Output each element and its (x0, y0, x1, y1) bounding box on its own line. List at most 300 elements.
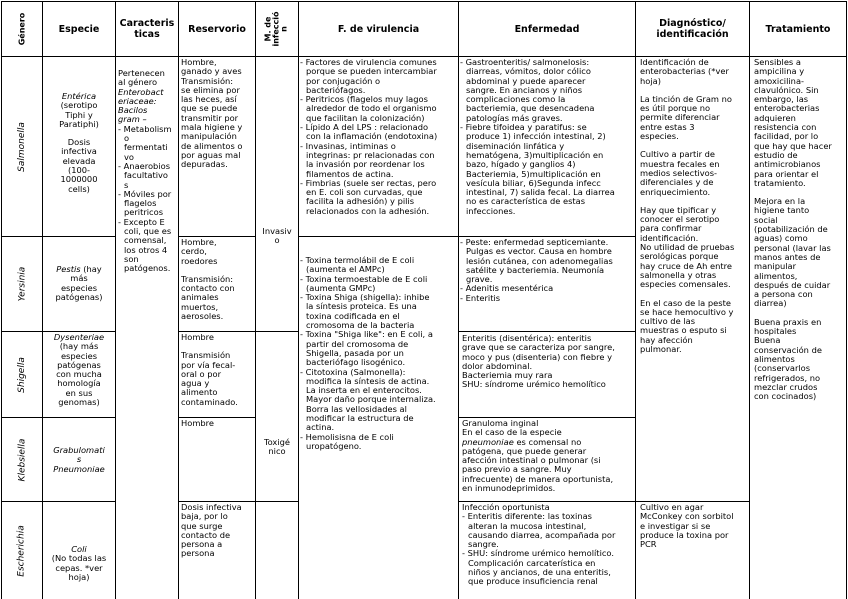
text-line: cepas. *ver (55, 562, 103, 573)
text-line: Pestis (56, 265, 81, 274)
text-line: que se puede (181, 103, 238, 114)
text-line: es comensal no (513, 436, 582, 447)
text-line: Bacteriemia, 5)multiplicación en (466, 168, 601, 179)
text-line: uropatógeno. (306, 440, 362, 451)
text-line: que facilitan la colonización) (306, 112, 425, 123)
text-line: o (124, 133, 130, 144)
col-line (458, 1, 459, 599)
text-line: por aguas mal (181, 149, 241, 160)
text-line: - Fimbrias (suele ser rectas, pero (300, 177, 437, 188)
species-klebsiella (44, 446, 114, 474)
text-line: especies. (640, 131, 679, 142)
text-line: - Peste: enfermedad septicemiante. (460, 238, 609, 247)
text-line: la síntesis proteica. Es una (306, 301, 417, 312)
col-line (255, 1, 256, 599)
text-line: sangre. En ancianos y niños (466, 84, 583, 95)
text-line: F. de virulencia (337, 23, 420, 35)
text-line: patógenas (57, 359, 101, 370)
text-line: aerosoles. (181, 311, 224, 322)
text-line: enterobacterias (754, 103, 820, 114)
header-diagnostico (636, 2, 749, 56)
text-line: Pulgas es vector. Causa en hombre (466, 246, 612, 257)
text-line: Hombre (181, 419, 214, 428)
text-line: hay afección (640, 334, 693, 345)
text-line: por conjugación o (306, 75, 381, 86)
text-line: nico (268, 446, 286, 457)
text-line: especies (60, 282, 98, 293)
text-line: paso previo a sangre. Muy (462, 464, 572, 475)
text-line: después de cuidar (754, 279, 831, 290)
text-line: diarrea) (754, 298, 787, 309)
border-right (846, 1, 847, 599)
text-line: Transmisión: (181, 273, 234, 284)
diagnostico-ecoli (640, 503, 749, 549)
text-line: baja, por lo (181, 511, 228, 522)
text-line: La tinción de Gram no (640, 93, 732, 104)
header-especie (43, 2, 115, 56)
text-line: cromosoma de la bacteria (306, 320, 415, 331)
text-line: especies comensales. (640, 279, 731, 290)
text-line: bacteriófago lisogénico. (306, 357, 406, 368)
text-line: integrinas: pr relacionadas con (306, 149, 435, 160)
text-line: conocer el serotipo (640, 214, 720, 225)
text-line: Transmisión: (181, 75, 234, 86)
text-line: depuradas. (181, 159, 228, 170)
text-line: produce 1) infección intestinal, 2) (466, 131, 606, 142)
text-line: - Móviles por (118, 188, 172, 199)
text-line: pneumoniae (462, 436, 514, 447)
text-line: patógena, que puede generar (462, 445, 587, 456)
text-line: contacto con (181, 283, 235, 294)
text-line: Yersinia (17, 266, 27, 302)
text-line: hoja) (640, 75, 661, 86)
header-enfermedad (459, 2, 635, 56)
text-line: embargo, las (754, 94, 809, 105)
text-line: muertos, (181, 301, 219, 312)
text-line: cells) (68, 183, 90, 194)
text-line: alimentos (754, 353, 795, 364)
reservorio-escherichia (181, 503, 255, 559)
species-yersinia (44, 265, 114, 302)
virulencia-invasivos (300, 58, 458, 216)
text-line: grave. (466, 274, 493, 285)
text-line: amoxicilina- (754, 75, 805, 86)
text-line: los otros 4 (124, 244, 168, 255)
text-line: persona a (181, 539, 223, 550)
text-line: eriaceae: (118, 95, 157, 106)
text-line: Shigella (17, 356, 27, 393)
text-line: roedores (181, 255, 218, 266)
header-virulencia (299, 2, 458, 56)
text-line: (100- (67, 165, 91, 176)
col-line (749, 1, 750, 599)
col-line (115, 1, 116, 599)
text-line: Enterobact (118, 86, 164, 97)
text-line: aguas) como (754, 233, 808, 244)
text-line: complicaciones como la (466, 94, 566, 105)
text-line: abdominal y puede aparecer (466, 75, 586, 86)
enfermedad-klebsiella (462, 419, 635, 493)
reservorio-shigella (181, 333, 255, 407)
text-line: facultativo (124, 170, 169, 181)
text-line: para orientar el (754, 168, 819, 179)
text-line: diarreas, vómitos, dolor cólico (466, 66, 591, 77)
text-line: - Adenitis mesentérica (460, 283, 554, 294)
col-line (298, 1, 299, 599)
text-line: bacteriemia, que desencadena (466, 103, 595, 114)
text-line: (potabilización de (754, 224, 828, 235)
text-line: - Anaerobios (118, 160, 171, 171)
genus-shigella (2, 332, 42, 417)
text-line: serológicas porque (640, 251, 719, 262)
text-line: por vía fecal- (181, 359, 236, 370)
text-line: (aumenta GMPc) (306, 282, 376, 293)
text-line: hematógena, 3)multiplicación en (466, 149, 604, 160)
text-line: - Enteritis diferente: las toxinas (462, 511, 593, 522)
text-line: manipular (754, 261, 797, 272)
reservorio-klebsiella (181, 419, 255, 428)
row-rule (458, 236, 635, 237)
enfermedad-yersinia (460, 238, 635, 303)
text-line: para confirmar (640, 223, 702, 234)
text-line: conservación de (754, 344, 822, 355)
genus-yersinia (2, 237, 42, 331)
caracteristicas-text (118, 69, 178, 274)
text-line: Dysenteriae (53, 333, 105, 342)
row-rule (178, 236, 255, 237)
text-line: muestra fecales en (640, 158, 720, 169)
text-line: n (279, 26, 289, 32)
text-line: patógenas) (55, 291, 103, 302)
species-escherichia (44, 545, 114, 582)
text-line: entre estas 3 (640, 121, 695, 132)
row-rule (458, 331, 635, 332)
text-line: que hay que hacer (754, 140, 832, 151)
text-line: Buena praxis en (754, 316, 822, 327)
text-line: facilita la adhesión) y pilis (306, 196, 415, 207)
text-line: Caracteris (119, 18, 175, 29)
text-line: Buena (754, 335, 781, 346)
text-line: Pneumoniae (53, 463, 105, 474)
text-line: satélite y bacteriemia. Neumonía (466, 264, 605, 275)
text-line: Hombre, (181, 58, 217, 67)
text-line: manos antes de (754, 251, 821, 262)
text-line: porque se pueden intercambiar (306, 66, 437, 77)
text-line: medios selectivos- (640, 167, 718, 178)
text-line: de alimentos o (181, 140, 243, 151)
text-line: facilidad, por lo (754, 131, 819, 142)
text-line: diferenciales y de (640, 177, 714, 188)
text-line: resistencia con (754, 122, 817, 133)
text-line: alimentos, (754, 270, 798, 281)
text-line: M. de (263, 16, 273, 42)
text-line: elevada (62, 155, 96, 166)
header-caracteristicas (116, 2, 178, 56)
text-line: afección intestinal o pulmonar (si (462, 455, 601, 466)
text-line: mala higiene y (181, 122, 243, 133)
species-salmonella (44, 92, 114, 194)
text-line: Invasiv (262, 227, 292, 236)
text-line: la invasión por reordenar los (306, 159, 425, 170)
text-line: relacionados con la adhesión. (306, 205, 430, 216)
text-line: muestras o esputo si (640, 325, 727, 336)
text-line: Identificación de (640, 58, 709, 67)
virulencia-rule (298, 236, 458, 237)
text-line: con mucha (56, 369, 102, 380)
text-line: Dosis infectiva (181, 503, 242, 512)
text-line: sangre. (468, 539, 499, 550)
text-line: - Toxina Shiga (shigella): inhibe (300, 292, 430, 303)
text-line: las heces, así (181, 94, 237, 105)
text-line: Hombre, (181, 238, 217, 247)
text-line: homología (57, 378, 101, 389)
text-line: - Enteritis (460, 292, 501, 303)
text-line: s (124, 179, 129, 190)
text-line: Borra las vellosidades al (306, 403, 407, 414)
col-line (42, 1, 43, 599)
text-line: Grabulomati (53, 446, 105, 455)
text-line: Especie (58, 23, 100, 35)
text-line: son (124, 253, 139, 264)
text-line: clavulónico. Sin (754, 84, 819, 95)
species-shigella (44, 333, 114, 407)
mecanismo-toxigenico (256, 438, 298, 457)
text-line: Cultivo a partir de (640, 149, 716, 160)
text-line: Paratiphi) (59, 118, 99, 129)
text-line: manipulación (181, 131, 237, 142)
text-line: refrigerados, no (754, 372, 821, 383)
row-rule (178, 501, 255, 502)
text-line: produce la toxina por (640, 529, 729, 540)
text-line: - Excepto E (118, 216, 165, 227)
text-line: con la inflamación (endotoxina) (306, 131, 438, 142)
text-line: partir del cromosoma de (306, 338, 409, 349)
text-line: moco y pus (disenteria) con fiebre y (462, 351, 613, 362)
text-line: mezclar crudos (754, 381, 818, 392)
text-line: Infección oportunista (462, 503, 550, 512)
text-line: hay cruce de Ah entre (640, 260, 732, 271)
text-line: Enfermedad (514, 23, 580, 35)
text-line: con cocinados) (754, 391, 817, 402)
text-line: bazo, hígado y ganglios 4) (466, 159, 576, 170)
reservorio-salmonella (181, 58, 255, 170)
text-line: lesión cutánea, con adenomegalias (466, 255, 613, 266)
text-line: Reservorio (188, 23, 246, 35)
text-line: modificar la estructura de (306, 413, 414, 424)
text-line: Enteritis (disentérica): enteritis (462, 334, 592, 343)
text-line: especies (60, 350, 98, 361)
text-line: - Gastroenteritis/ salmonelosis: (460, 58, 590, 67)
text-line: Tiphi y (65, 109, 93, 120)
genus-salmonella (2, 57, 42, 236)
text-line: patógenos. (124, 263, 171, 274)
text-line: al género (118, 77, 158, 88)
text-line: hoja) (68, 571, 90, 582)
text-line: - Lípido A del LPS : relacionado (300, 122, 429, 133)
text-line: diseminación linfática y (466, 140, 565, 151)
enfermedad-salmonella (460, 58, 635, 216)
text-line: en E. coli son curvadas, que (306, 187, 423, 198)
text-line: coli, que es (124, 226, 172, 237)
header-mecanismo (256, 2, 298, 56)
enfermedad-shigella (462, 334, 635, 390)
text-line: alteran la mucosa intestinal, (468, 520, 587, 531)
text-line: (aumenta el AMPc) (306, 264, 385, 275)
text-line: infecciones. (466, 205, 516, 216)
text-line: intestinal, 7) salida fecal. La diarrea (466, 187, 615, 198)
text-line: En el caso de la especie (462, 427, 562, 438)
text-line: SHU: síndrome urémico hemolítico (462, 379, 606, 390)
text-line: (conservarlos (754, 363, 811, 374)
text-line: (No todas las (51, 553, 107, 564)
row-rule (458, 417, 635, 418)
text-line: Salmonella (17, 121, 28, 172)
text-line: La inserta en el enterocitos. (306, 385, 422, 396)
text-line: - Toxina "Shiga like": en E coli, a (300, 329, 433, 340)
text-line: que produce insuficiencia renal (468, 576, 598, 587)
text-line: No utilidad de pruebas (640, 242, 735, 253)
text-line: vo (124, 151, 134, 162)
text-line: actina. (306, 422, 335, 433)
row-rule (178, 417, 255, 418)
text-line: toxina codificada en el (306, 310, 400, 321)
reservorio-yersinia (181, 238, 255, 321)
text-line: cultivo de las (640, 316, 696, 327)
text-line: contaminado. (181, 396, 238, 407)
tratamiento-text (754, 58, 846, 401)
text-line: - Toxina termolábil de E coli (300, 256, 415, 265)
text-line: animales (181, 292, 219, 303)
header-genero-label: Género (17, 12, 26, 46)
text-line: más (70, 273, 88, 284)
text-line: salmonella y otras (640, 269, 717, 280)
text-line: se elimina por (181, 84, 240, 95)
text-line: alimento (181, 387, 218, 398)
text-line: patologías más graves. (466, 112, 563, 123)
text-line: Complicación carcaterística en (468, 557, 596, 568)
text-line: (serotipo (60, 100, 98, 111)
text-line: vesícula biliar, 6)Segunda infecc (466, 177, 601, 188)
row-rule (458, 501, 635, 502)
text-line: - SHU: síndrome urémico hemolítico. (462, 548, 614, 559)
text-line: Transmisión (181, 350, 231, 361)
text-line: dolor abdominal. (462, 360, 533, 371)
text-line: - Hemolisisna de E coli (300, 431, 394, 442)
text-line: no es característica de estas (466, 196, 586, 207)
text-line: flagelos (124, 198, 157, 209)
text-line: fermentati (124, 142, 168, 153)
text-line: Mayor daño porque internaliza. (306, 394, 436, 405)
text-line: Entérica (61, 92, 97, 101)
text-line: Coli (71, 545, 87, 554)
text-line: comensal, (124, 235, 167, 246)
text-line: Bacilos (118, 105, 148, 116)
text-line: enterobacterias (*ver (640, 66, 729, 77)
text-line: en sus (65, 387, 93, 398)
text-line: PCR (640, 539, 657, 550)
text-line: en inmunodeprimidos. (462, 483, 556, 494)
text-line: permite diferenciar (640, 112, 720, 123)
text-line: Bacteriemia muy rara (462, 370, 553, 381)
text-line: infectiva (61, 146, 97, 157)
text-line: infecció (271, 11, 281, 47)
text-line: ticas (134, 29, 160, 40)
virulencia-toxinas (300, 256, 458, 451)
header-genero (2, 2, 42, 56)
text-line: - Metabolism (118, 123, 172, 134)
text-line: Sensibles a (754, 58, 801, 67)
text-line: tratamiento. (754, 177, 806, 188)
text-line: genomas) (58, 397, 100, 408)
col-line (178, 1, 179, 599)
text-line: - Toxina termoestable de E coli (300, 273, 428, 284)
text-line: cerdo, (181, 246, 207, 257)
text-line: McConkey con sorbitol (640, 511, 734, 522)
text-line: Granuloma inginal (462, 419, 539, 428)
text-line: o (274, 235, 280, 246)
text-line: Dosis (67, 137, 91, 148)
text-line: peritricos (124, 207, 164, 218)
text-line: pulmonar. (640, 344, 682, 355)
text-line: 1000000 (60, 174, 98, 185)
diagnostico-enterobacterias (640, 58, 749, 354)
text-line: es útil porque no (640, 103, 711, 114)
text-line: - Invasinas, intiminas o (300, 140, 396, 151)
mecanismo-rule (255, 501, 298, 502)
row-rule (635, 501, 749, 502)
text-line: modifica la síntesis de actina. (306, 375, 430, 386)
text-line: e investigar si se (640, 520, 711, 531)
text-line: agua y (181, 378, 210, 389)
text-line: ampicilina y (754, 66, 805, 77)
text-line: filamentos de actina. (306, 168, 394, 179)
text-line: Klebsiella (17, 438, 27, 481)
text-line: a persona con (754, 289, 813, 300)
text-line: se hace hemocultivo y (640, 306, 734, 317)
text-line: persona (181, 548, 215, 559)
text-line: Mejora en la (754, 196, 806, 207)
text-line: grave que se caracteriza por sangre, (462, 342, 615, 353)
text-line: Pertenecen (118, 69, 165, 78)
text-line: Escherichia (17, 524, 27, 577)
genus-escherichia (2, 502, 42, 599)
text-line: Hay que tipificar y (640, 204, 717, 215)
text-line: adquieren (754, 112, 796, 123)
mecanismo-invasivo (256, 227, 298, 246)
text-line: alrededor de todo el organismo (306, 103, 437, 114)
text-line: - Factores de virulencia comunes (300, 58, 437, 67)
genus-klebsiella (2, 418, 42, 501)
text-line: - Citotoxina (Salmonella): (300, 366, 406, 377)
text-line: (hay (80, 265, 102, 274)
header-reservorio (179, 2, 255, 56)
text-line: s (76, 454, 82, 465)
text-line: contacto de (181, 529, 231, 540)
text-line: personal (lavar las (754, 242, 831, 253)
text-line: que surge (181, 520, 223, 531)
text-line: social (754, 214, 778, 225)
text-line: transmitir por (181, 112, 239, 123)
text-line: antimicrobianos (754, 159, 821, 170)
text-line: causando diarrea, acompañada por (468, 529, 616, 540)
text-line: Toxigé (263, 438, 291, 447)
text-line: Tratamiento (765, 23, 831, 35)
text-line: Hombre (181, 333, 214, 342)
text-line: infrecuente) de manera oportunista, (462, 473, 614, 484)
col-line (635, 1, 636, 599)
header-rule (1, 56, 847, 57)
mecanismo-rule (255, 331, 298, 332)
